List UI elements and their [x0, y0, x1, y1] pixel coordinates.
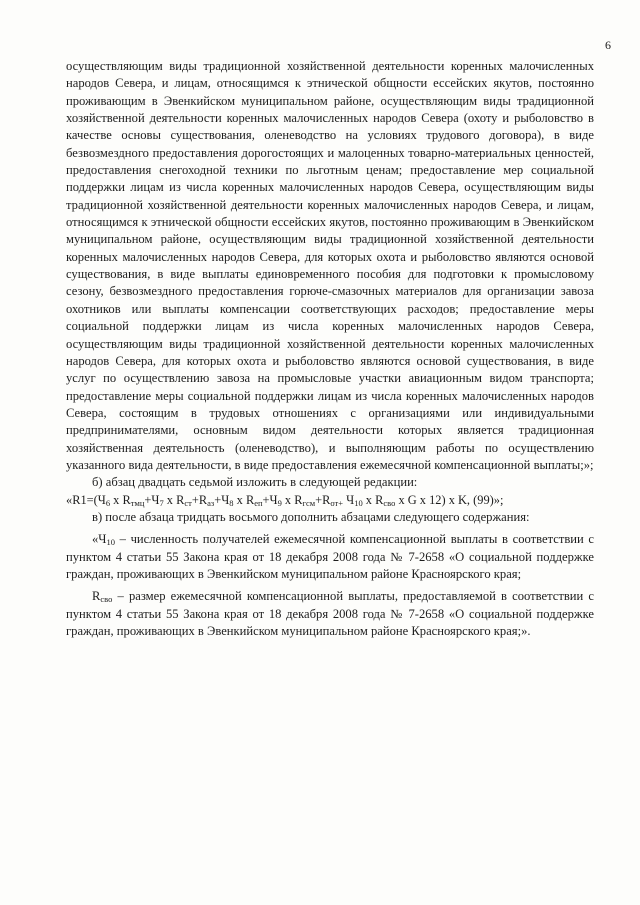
- definition-ch10: «$Ч_{10}$ – численность получателей ежемесячной компенсационной выплаты в соответствии с пунктом 4 статьи 55 Закона края от 18 декабря 2008 года № 7-2658 «О социальной поддержке граждан, проживающих в Эвенкийском муниципальном районе Красноярского края;: [66, 532, 595, 581]
- paragraph-item-b: б) абзац двадцать седьмой изложить в следующей редакции:: [92, 475, 418, 490]
- page-number: 6: [605, 38, 611, 52]
- definition-rsvo: $R_{сво}$ – размер ежемесячной компенсационной выплаты, предоставляемой в соответствии с пунктом 4 статьи 55 Закона края от 18 декабря 2008 года № 7-2658 «О социальной поддержке граждан, проживающих в Эвенкийском муниципальном районе Красноярского края;».: [66, 589, 595, 638]
- paragraph-item-v: в) после абзаца тридцать восьмого дополнить абзацами следующего содержания:: [92, 509, 530, 524]
- document-body: [66, 58, 594, 640]
- formula-r1: «$R1=(Ч_6$ x $R_{тмц}+Ч_7$ x $R_{ст}+R_{аз}+Ч_8$ x $R_{еп}+Ч_9$ x $R_{гсм}+R_{от+}$ $Ч_{10}$ x $R_{сво}$ x G x 12) x K, (99)»;: [66, 492, 504, 508]
- paragraph-continuation: осуществляющим виды традиционной хозяйственной деятельности коренных малочисленных народов Севера, и лицам, относящимся к этнической общности ессейских якутов, постоянно проживающим в Эвенкийском муниципальном районе, осуществляющим виды традиционной хозяйственной деятельности коренных малочисленных народов Севера (охоту и рыболовство в качестве основы существования, оленеводство на условиях трудового договора), в виде безвозмездного предоставления дорогостоящих и малоценных товарно-материальных ценностей, предоставления снегоходной техники по льготным ценам; предоставление мер социальной поддержки лицам из числа коренных малочисленных народов Севера, осуществляющим виды традиционной хозяйственной деятельности коренных малочисленных народов Севера, и лицам, относящимся к этнической общности ессейских якутов, постоянно проживающим в Эвенкийском муниципальном районе, осуществляющим виды традиционной хозяйственной деятельности коренных малочисленных народов Севера, для которых охота и рыболовство являются основой существования, в виде выплаты единовременного пособия для подготовки к промысловому сезону, безвозмездного предоставления горюче-смазочных материалов для организации завоза охотников или выплаты компенсации соответствующих расходов; предоставление меры социальной поддержки лицам из числа коренных малочисленных народов Севера, осуществляющим виды традиционной хозяйственной деятельности коренных малочисленных народов Севера, для которых охота и рыболовство являются основой существования, в виде услуг по осуществлению завоза на промысловые участки авиационным видом транспорта; предоставление меры социальной поддержки лицам из числа коренных малочисленных народов Севера, состоящим в трудовых отношениях с организациями или индивидуальными предпринимателями, основным видом деятельности которых является традиционная хозяйственная деятельность (оленеводство), и выполняющим работы по осуществлению указанного вида деятельности, в виде предоставления ежемесячной компенсационной выплаты;»;: [66, 59, 594, 472]
